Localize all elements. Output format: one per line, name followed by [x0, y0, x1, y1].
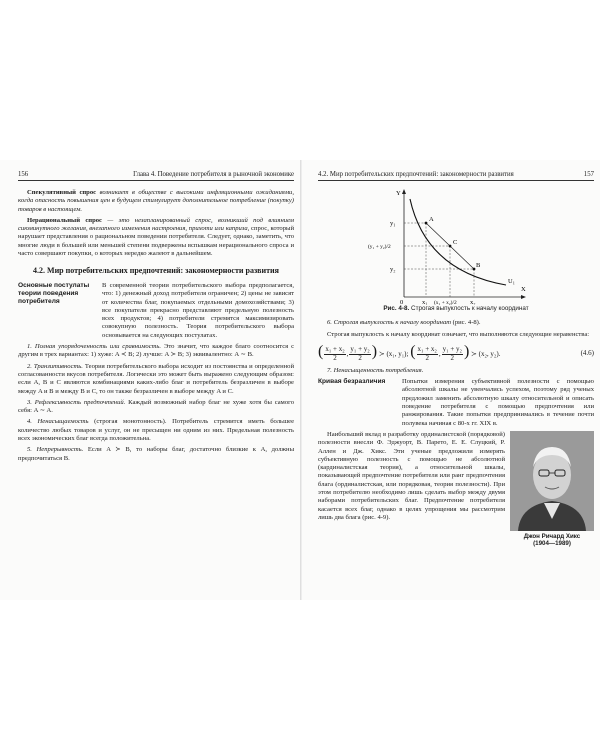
formula-n1-a: x₁ + x₂ [325, 345, 345, 354]
portrait-photo [510, 431, 594, 531]
formula-body: ( $\frac{\text{x₁ + x₂}}{2}$ , $\frac{\text{y₁ + y₂}}{2}$ ) ≻ (x₁, y₁); ( $\frac{\text{x₁ + x₂}}{2}$ , $\frac{\text{y₁ + y₂}}{2}$ ) ≻ (x₂, y₂). [318, 342, 501, 362]
x-axis-arrow [521, 295, 526, 299]
left-running-head-title: Глава 4. Поведение потребителя в рыночной экономике [133, 171, 294, 178]
formula-n1-b: x₁ + x₂ [417, 345, 437, 354]
formula-n2-a: y₁ + y₂ [350, 345, 370, 354]
formula-d-a: 2 [333, 353, 337, 362]
postulate-6-title: 6. Строгая выпуклость к началу координат [327, 319, 451, 327]
formula-number: (4.6) [580, 348, 594, 357]
y-axis-arrow [402, 189, 406, 194]
right-page [318, 170, 594, 550]
postulate-5 [18, 446, 294, 463]
formula-n2-b: y₁ + y₂ [442, 345, 462, 354]
guide-lines [404, 223, 474, 297]
term-irrational-demand: Нерациональный спрос [27, 216, 102, 224]
left-page [18, 170, 294, 466]
postulate-1-title: 1. Полная упорядоченность или сравнимость. [27, 343, 162, 351]
portrait-illustration [510, 431, 594, 531]
postulate-2-text: Теория потребительского выбора исходит из постоянства и определенной согласованности вкусов потребителя. Логически это может быть выражено следующим образом: если A, B и C являются комбинациями каких-либо благ и потребитель безразличен в выборе между A и B и между B и C, то он также безразличен в выборе между A и C. [18, 362, 294, 395]
axis-x-label: X [521, 286, 526, 293]
figure-caption [318, 305, 594, 313]
y-mid-label: (y₁ + y₂)/2 [368, 244, 391, 250]
postulate-2-title: 2. Транзитивность. [27, 362, 83, 370]
point-a-label: A [429, 216, 434, 223]
y1-label: y₁ [390, 220, 396, 227]
speculative-demand-definition: возникает в обществе с высокими инфляционными ожиданиями, когда опасность повышения цен в будущем стимулирует дополнительное потребление (покупку) товаров в настоящем. [18, 189, 294, 213]
postulates-block [18, 282, 294, 343]
paragraph-speculative-demand [18, 189, 294, 214]
postulate-7: 7. Ненасыщенность потребления. [327, 366, 424, 374]
portrait-caption [510, 533, 594, 548]
point-b-label: B [476, 262, 481, 269]
y2-label: y₂ [390, 266, 396, 273]
postulate-4-title: 4. Ненасыщаемость [27, 418, 89, 426]
postulate-6-text: (рис. 4-8). [451, 319, 481, 327]
postulate-4-text: (строгая монотонность). Потребитель стремится иметь большее количество любых товаров и услуг, он не пресыщен ни одним из них. Предельная полезность всех экономических благ всегда положительна. [18, 418, 294, 443]
portrait-years: (1904—1989) [533, 540, 571, 548]
portrait-hicks [510, 431, 594, 548]
right-running-head-title: 4.2. Мир потребительских предпочтений: закономерности развития [318, 171, 514, 178]
postulate-3 [18, 399, 294, 416]
postulate-3-title: 3. Рефлексивность предпочтений. [27, 398, 126, 406]
indifference-curve-block [318, 378, 594, 431]
section-title: 4.2. Мир потребительских предпочтений: закономерности развития [33, 266, 279, 276]
x1-label: x₁ [422, 299, 428, 305]
postulate-1-text: Это значит, что каждое благо соотносится с другим в трех вариантах: 1) хуже: A ≺ B; 2) лучше: A ≻ B; 3) эквивалентно: A ∼ B. [18, 343, 295, 359]
formula-d-c: 2 [425, 353, 429, 362]
irrational-demand-definition: — это незапланированный спрос, возникший под влиянием сиюминутного желания, внезапного изменения настроения, прихоти или каприза, [18, 216, 294, 233]
figure-caption-number: Рис. 4-8. [383, 305, 410, 312]
paragraph-ordinal-utility: Наибольший вклад в разработку ординалистской (порядковой) полезности внесли Ф. Эджуорт, В. Парето, Е. Е. Слуцкий, Р. Аллен и Дж. Хикс. Эти ученые предложили измерять субъективную полезность с помощью не абсолютной (кардиналистская теория), а относительной шкалы, показывающей предпочтение потребителя или ранг предпочтения блага (ординалистская, или порядковая, теория полезности). При этом потребителю необходимо лишь сделать выбор между двумя наборами потребительских благ. Предпочтение потребителя касается всех благ, однако в целях упрощения мы рассмотрим лишь два блага (рис. 4-9). [318, 430, 505, 521]
postulate-2 [18, 363, 294, 396]
side-heading-indifference-curve: Кривая безразличия [318, 378, 386, 386]
formula-d-b: 2 [358, 353, 362, 362]
irrational-demand-text: спрос, который нарушает представления о рациональном поведении потребителя. Следует, однако, заметить, что многие люди в большей или меньшей степени подвержены вспышкам нерационального спроса и часто совершают покупки, о которых нередко жалеют в дальнейшем. [18, 225, 294, 258]
x-mid-label: (x₁ + x₂)/2 [434, 300, 457, 305]
postulates-intro: В современной теории потребительского выбора предполагается, что: 1) денежный доход потребителя ограничен; 2) цены не зависят от количества благ, покупаемых отдельными домохозяйствами; 3) все покупатели прекрасно представляют предельную полезность всех продуктов; 4) потребители стремятся максимизировать совокупную полезность. Теория потребительского выбора основывается на следующих постулатах. [102, 281, 294, 339]
indifference-curve-diagram [318, 187, 594, 305]
point-c-label: C [453, 239, 458, 246]
right-page-number: 157 [583, 171, 594, 178]
postulate-5-title: 5. Непрерывность. [27, 446, 84, 454]
paragraph-irrational-demand [18, 217, 294, 258]
axis-y-label: Y [396, 190, 401, 197]
x2-label: x₂ [470, 299, 476, 305]
indifference-curve [410, 199, 506, 285]
postulate-6 [318, 319, 594, 327]
convexity-explanation: Строгая выпуклость к началу координат означает, что выполняются следующие неравенства: [327, 330, 590, 338]
formula-mid: ≻ (x₁, y₁); [377, 349, 409, 358]
formula-d-d: 2 [450, 353, 455, 362]
formula-end: ≻ (x₂, y₂). [469, 349, 501, 358]
side-heading-postulates: Основные постулаты теории поведения потребителя [18, 281, 90, 305]
figure-4-8 [318, 187, 594, 305]
left-page-number: 156 [18, 171, 29, 178]
figure-caption-text: Строгая выпуклость к началу координат [409, 305, 529, 312]
book-gutter [300, 160, 302, 600]
left-running-head [18, 170, 294, 181]
book-spread [0, 160, 600, 600]
portrait-name: Джон Ричард Хикс [523, 532, 581, 540]
formula-4-6 [318, 342, 594, 364]
postulate-3-text: Каждый возможный набор благ не хуже хотя бы самого себя: A ∼ A. [18, 398, 294, 415]
point-b [473, 268, 476, 271]
term-speculative-demand: Спекулятивный спрос [27, 189, 97, 196]
right-running-head [318, 170, 594, 181]
origin-label: 0 [400, 299, 404, 305]
postulate-1 [18, 343, 294, 360]
postulate-4 [18, 418, 294, 443]
point-c [449, 245, 452, 248]
postulate-5-text: Если A ≻ B, то наборы благ, достаточно близкие к A, должны предпочитаться B. [18, 446, 294, 462]
point-a [425, 222, 428, 225]
curve-label-u1: U₁ [508, 278, 515, 285]
indifference-curve-intro: Попытки измерения субъективной полезности с помощью абсолютной шкалы не увенчались успехом, поэтому ряд ученых предложил заменить абсолютную шкалу относительной и описать поведение потребителя с помощью предпочтения или ранжирования. Такие попытки предпринимались в течение почти полувека начиная с 80-х гг. XIX в. [402, 378, 594, 427]
